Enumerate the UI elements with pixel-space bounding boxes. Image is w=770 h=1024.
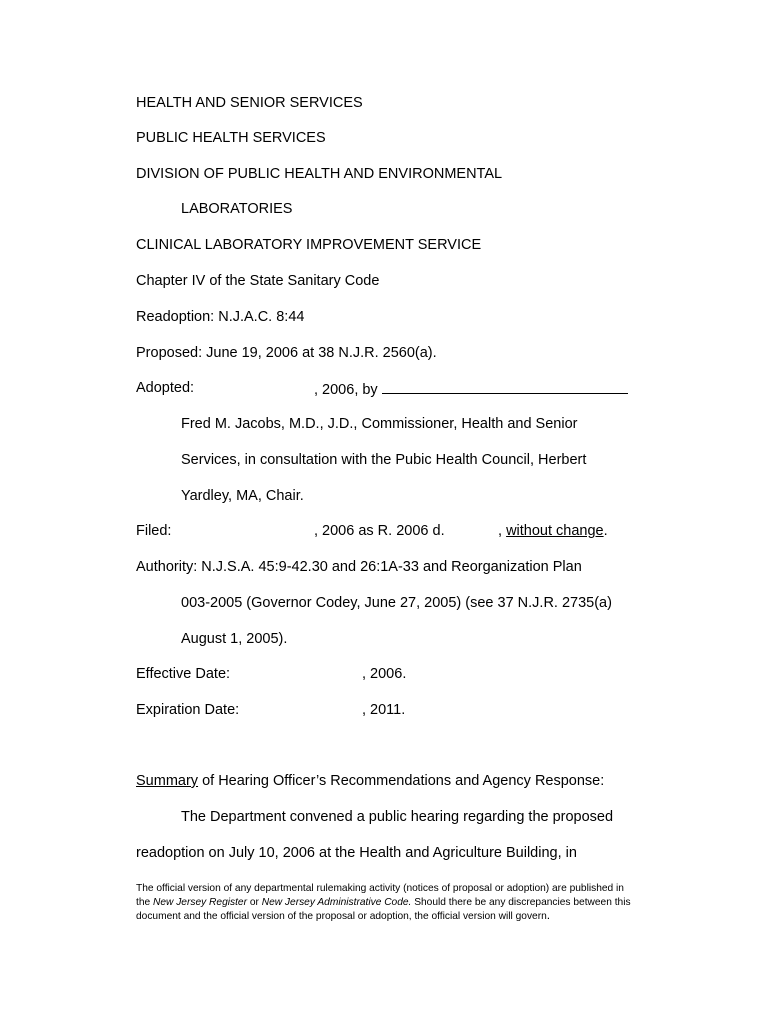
summary-heading-rest: of Hearing Officer’s Recommendations and Agency Response:	[198, 773, 605, 789]
division-heading: DIVISION OF PUBLIC HEALTH AND ENVIRONMENTAL	[136, 166, 503, 182]
authority-line-3: August 1, 2005).	[181, 631, 288, 647]
without-change-text: without change	[506, 523, 604, 539]
adopted-date-text: , 2006, by	[314, 382, 378, 398]
authority-line-2: 003-2005 (Governor Codey, June 27, 2005) (see 37 N.J.R. 2735(a)	[181, 595, 612, 611]
expiration-date-value: , 2011.	[362, 702, 406, 718]
branch-heading: PUBLIC HEALTH SERVICES	[136, 130, 326, 146]
signature-blank	[382, 379, 628, 394]
filed-change	[498, 522, 608, 540]
chapter-line: Chapter IV of the State Sanitary Code	[136, 273, 380, 289]
filed-period: .	[603, 523, 608, 539]
adopted-by-line-3: Yardley, MA, Chair.	[181, 488, 304, 504]
disclaimer-text-1: The official version of any departmental rulemaking activity (notices of proposal or adoption) are published in the	[136, 883, 624, 908]
department-heading: HEALTH AND SENIOR SERVICES	[136, 95, 363, 111]
disclaimer-text-2: or	[246, 896, 262, 908]
effective-date-value: , 2006.	[362, 666, 407, 682]
adopted-line	[314, 379, 628, 399]
proposed-line: Proposed: June 19, 2006 at 38 N.J.R. 2560(a).	[136, 345, 437, 361]
authority-line-1: Authority: N.J.S.A. 45:9-42.30 and 26:1A-33 and Reorganization Plan	[136, 559, 582, 575]
filed-comma: ,	[498, 523, 503, 539]
summary-label: Summary	[136, 773, 199, 789]
service-heading: CLINICAL LABORATORY IMPROVEMENT SERVICE	[136, 237, 482, 253]
filed-label: Filed:	[136, 523, 172, 539]
readoption-line: Readoption: N.J.A.C. 8:44	[136, 309, 305, 325]
summary-paragraph-line-2: readoption on July 10, 2006 at the Health and Agriculture Building, in	[136, 845, 577, 861]
filed-text: , 2006 as R. 2006 d.	[314, 523, 445, 539]
disclaimer-text-4: .	[546, 908, 551, 923]
effective-date-label: Effective Date:	[136, 666, 231, 682]
adopted-label: Adopted:	[136, 380, 195, 396]
adopted-by-line-1: Fred M. Jacobs, M.D., J.D., Commissioner, Health and Senior	[181, 416, 578, 432]
summary-heading	[136, 772, 604, 790]
summary-paragraph-line-1: The Department convened a public hearing regarding the proposed	[181, 809, 614, 825]
expiration-date-label: Expiration Date:	[136, 702, 240, 718]
official-version-disclaimer	[136, 882, 636, 924]
division-heading-continued: LABORATORIES	[181, 201, 293, 217]
nj-register-title: New Jersey Register	[153, 896, 247, 908]
disclaimer-text-3: Should there be any discrepancies between this document and the official version of the proposal or adoption, the official version will govern	[136, 896, 631, 923]
adopted-by-line-2: Services, in consultation with the Pubic Health Council, Herbert	[181, 452, 587, 468]
nj-admin-code-title: New Jersey Administrative Code.	[261, 896, 412, 908]
